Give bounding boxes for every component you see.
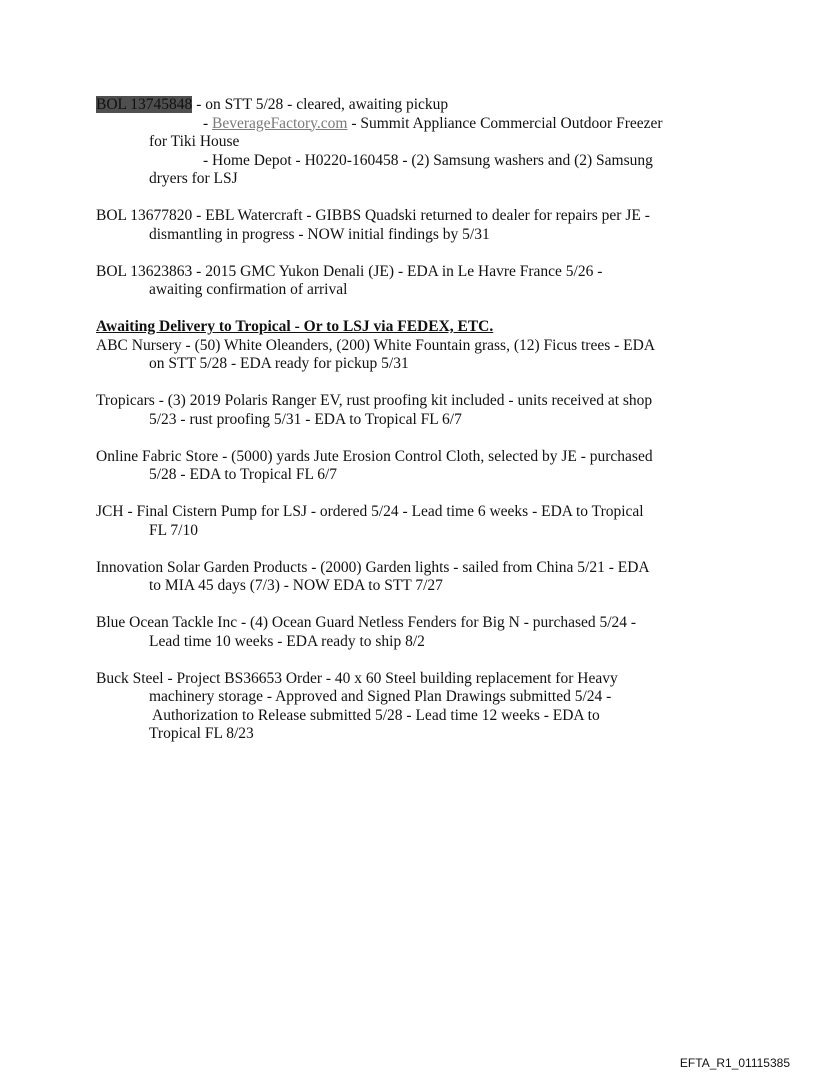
entry-line: - Home Depot - H0220-160458 - (2) Samsung washers and (2) Samsung xyxy=(203,151,653,169)
item-line: 5/28 - EDA to Tropical FL 6/7 xyxy=(149,466,338,483)
item-line: FL 7/10 xyxy=(149,521,198,539)
document-id-footer: EFTA_R1_01115385 xyxy=(679,1056,790,1070)
item-line: machinery storage - Approved and Signed Plan Drawings submitted 5/24 - xyxy=(149,688,612,705)
entry-line xyxy=(96,96,696,115)
item-line: Blue Ocean Tackle Inc - (4) Ocean Guard Netless Fenders for Big N - purchased 5/24 - xyxy=(96,614,637,631)
document-body xyxy=(96,96,696,762)
bol-entry xyxy=(96,207,696,244)
item-line: Lead time 10 weeks - EDA ready to ship 8/2 xyxy=(149,632,425,650)
dash-prefix: - xyxy=(203,114,213,132)
item-line: Authorization to Release submitted 5/28 - Lead time 12 weeks - EDA to xyxy=(149,706,600,724)
entry-text: - on STT 5/28 - cleared, awaiting pickup xyxy=(192,96,449,113)
entry-line: BOL 13623863 - 2015 GMC Yukon Denali (JE) - EDA in Le Havre France 5/26 - xyxy=(96,262,603,280)
delivery-item xyxy=(96,448,696,485)
entry-line: dismantling in progress - NOW initial findings by 5/31 xyxy=(149,225,490,243)
entry-line xyxy=(96,115,696,134)
item-line: JCH - Final Cistern Pump for LSJ - ordered 5/24 - Lead time 6 weeks - EDA to Tropical xyxy=(96,503,644,520)
item-line: Tropicars - (3) 2019 Polaris Ranger EV, rust proofing kit included - units received at shop xyxy=(96,392,653,409)
item-line: ABC Nursery - (50) White Oleanders, (200) White Fountain grass, (12) Ficus trees - EDA xyxy=(96,336,656,354)
section-heading: Awaiting Delivery to Tropical - Or to LSJ via FEDEX, ETC. xyxy=(96,318,494,335)
item-line: to MIA 45 days (7/3) - NOW EDA to STT 7/27 xyxy=(149,577,443,594)
item-line: Innovation Solar Garden Products - (2000) Garden lights - sailed from China 5/21 - EDA xyxy=(96,558,650,576)
entry-line: for Tiki House xyxy=(149,133,240,150)
entry-line: dryers for LSJ xyxy=(149,170,238,187)
beveragefactory-link[interactable]: BeverageFactory.com xyxy=(212,114,348,132)
delivery-item xyxy=(96,337,696,374)
entry-line: awaiting confirmation of arrival xyxy=(149,281,348,298)
delivery-item xyxy=(96,670,696,744)
item-line: 5/23 - rust proofing 5/31 - EDA to Tropical FL 6/7 xyxy=(149,410,462,428)
item-line: Tropical FL 8/23 xyxy=(149,725,254,742)
delivery-item xyxy=(96,614,696,651)
entry-line: BOL 13677820 - EBL Watercraft - GIBBS Quadski returned to dealer for repairs per JE - xyxy=(96,207,650,224)
item-line: on STT 5/28 - EDA ready for pickup 5/31 xyxy=(149,355,409,372)
delivery-item xyxy=(96,392,696,429)
delivery-item xyxy=(96,559,696,596)
item-line: Buck Steel - Project BS36653 Order - 40 x 60 Steel building replacement for Heavy xyxy=(96,669,618,687)
entry-text: - Summit Appliance Commercial Outdoor Freezer xyxy=(347,114,663,132)
bol-entry xyxy=(96,96,696,189)
item-line: Online Fabric Store - (5000) yards Jute Erosion Control Cloth, selected by JE - purchased xyxy=(96,447,653,465)
delivery-item xyxy=(96,503,696,540)
bol-number-highlight: BOL 13745848 xyxy=(96,96,193,113)
bol-entry xyxy=(96,263,696,300)
